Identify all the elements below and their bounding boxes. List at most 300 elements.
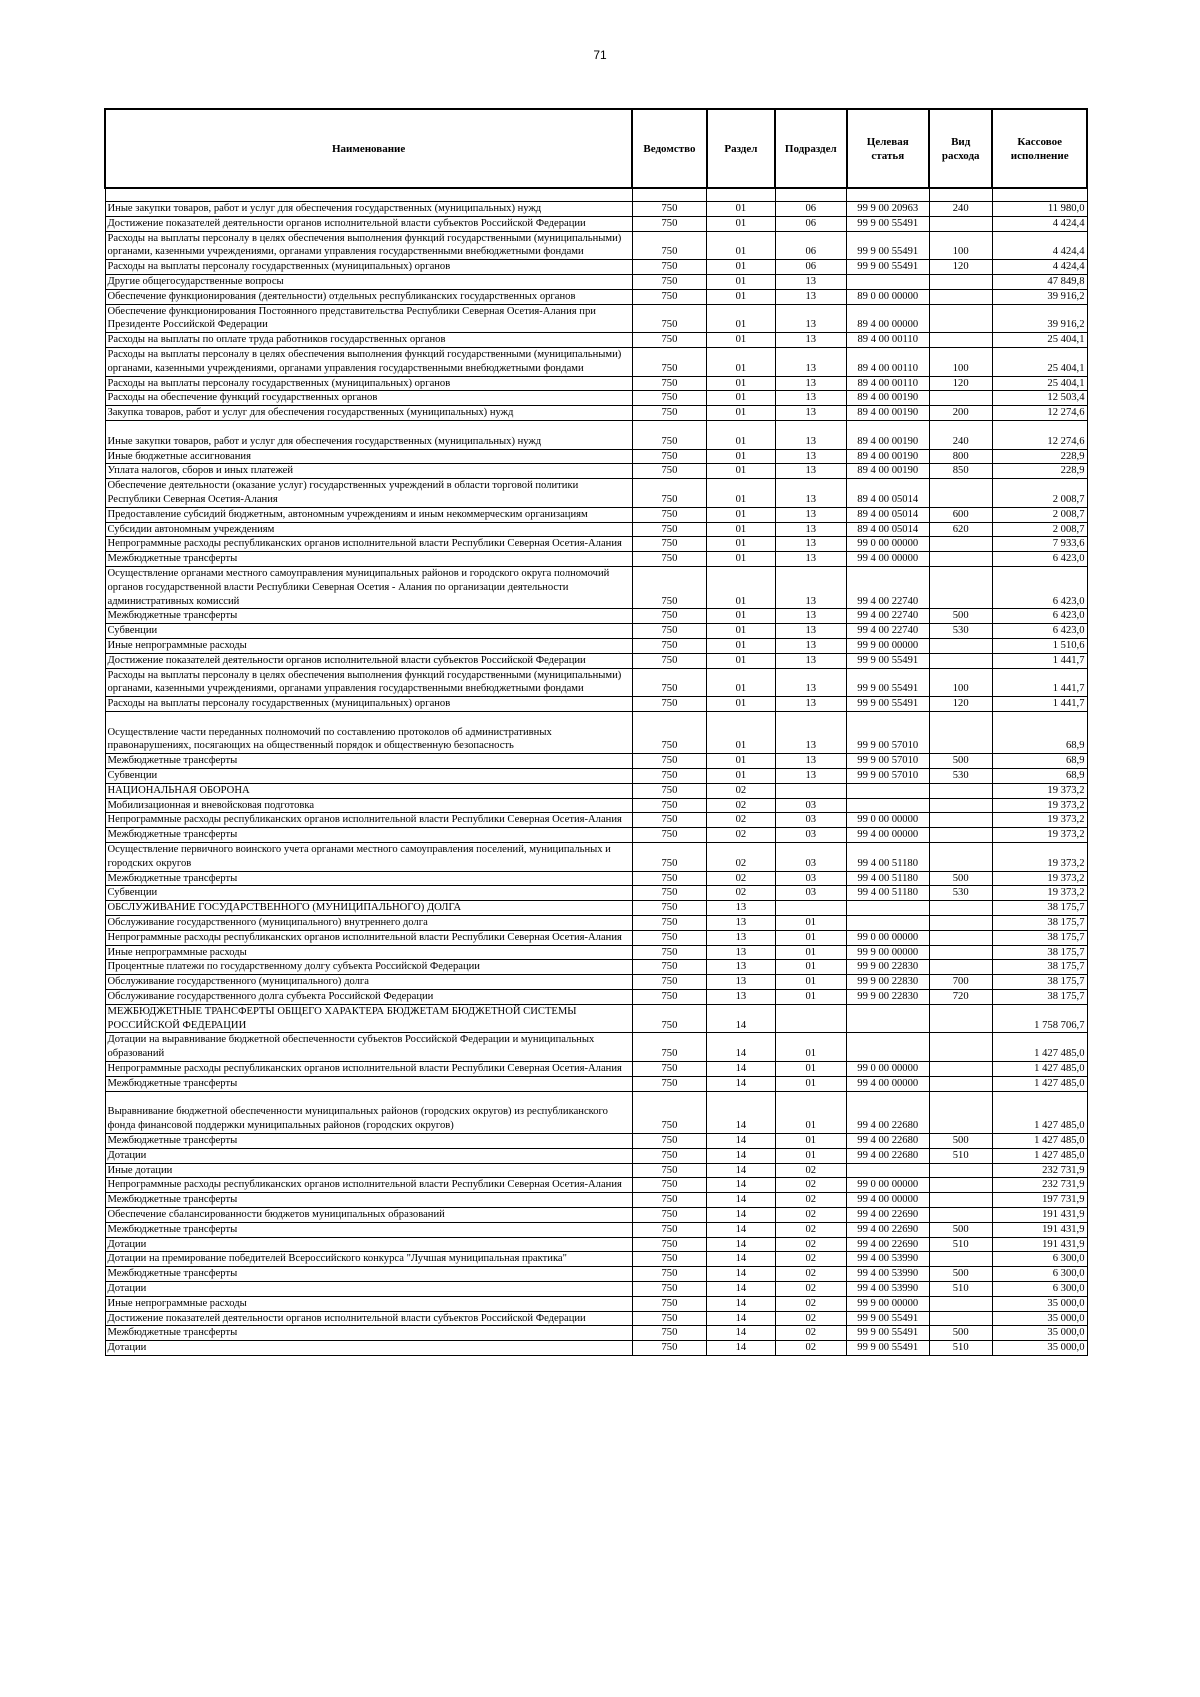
row-name: Иные дотации (105, 1163, 632, 1178)
row-cash-execution: 191 431,9 (992, 1237, 1087, 1252)
row-subsection: 13 (775, 711, 846, 753)
row-department: 750 (632, 798, 706, 813)
row-cash-execution: 1 427 485,0 (992, 1076, 1087, 1091)
row-subsection: 13 (775, 507, 846, 522)
table-body (105, 188, 1087, 1355)
row-subsection: 03 (775, 813, 846, 828)
table-row (105, 1281, 1087, 1296)
row-subsection: 13 (775, 754, 846, 769)
row-name: Расходы на выплаты персоналу государственных (муниципальных) органов (105, 376, 632, 391)
row-cash-execution: 38 175,7 (992, 930, 1087, 945)
row-department: 750 (632, 783, 706, 798)
row-section: 13 (707, 916, 775, 931)
row-department: 750 (632, 711, 706, 753)
row-target-item: 99 0 00 00000 (847, 1062, 930, 1077)
row-department: 750 (632, 231, 706, 260)
row-expense-type: 120 (929, 376, 992, 391)
row-expense-type (929, 711, 992, 753)
row-expense-type: 510 (929, 1237, 992, 1252)
row-name: Дотации (105, 1341, 632, 1356)
row-section: 01 (707, 566, 775, 608)
row-expense-type (929, 945, 992, 960)
row-department: 750 (632, 537, 706, 552)
row-name: НАЦИОНАЛЬНАЯ ОБОРОНА (105, 783, 632, 798)
row-expense-type: 100 (929, 347, 992, 376)
row-department: 750 (632, 347, 706, 376)
row-department: 750 (632, 202, 706, 217)
row-name: Дотации на премирование победителей Всероссийского конкурса "Лучшая муниципальная практика" (105, 1252, 632, 1267)
row-target-item: 99 4 00 53990 (847, 1252, 930, 1267)
table-row (105, 697, 1087, 712)
row-section: 01 (707, 304, 775, 333)
row-expense-type (929, 552, 992, 567)
row-department: 750 (632, 420, 706, 449)
row-section: 02 (707, 798, 775, 813)
row-section: 14 (707, 1341, 775, 1356)
row-cash-execution: 6 300,0 (992, 1267, 1087, 1282)
row-target-item (847, 798, 930, 813)
row-target-item: 89 4 00 00190 (847, 391, 930, 406)
row-section: 01 (707, 609, 775, 624)
row-subsection: 01 (775, 960, 846, 975)
table-row (105, 1134, 1087, 1149)
row-target-item: 89 4 00 00190 (847, 464, 930, 479)
row-expense-type (929, 289, 992, 304)
row-section: 13 (707, 945, 775, 960)
row-department: 750 (632, 566, 706, 608)
row-department: 750 (632, 843, 706, 872)
row-subsection: 13 (775, 697, 846, 712)
table-row (105, 376, 1087, 391)
row-name: Субвенции (105, 624, 632, 639)
row-subsection: 02 (775, 1222, 846, 1237)
row-target-item: 99 4 00 22680 (847, 1148, 930, 1163)
row-subsection: 13 (775, 668, 846, 697)
row-target-item: 99 0 00 00000 (847, 930, 930, 945)
row-expense-type (929, 653, 992, 668)
table-row (105, 609, 1087, 624)
row-expense-type: 530 (929, 769, 992, 784)
row-expense-type: 240 (929, 420, 992, 449)
row-name: Осуществление первичного воинского учета органами местного самоуправления поселений, муниципальных и городских округов (105, 843, 632, 872)
row-section: 01 (707, 406, 775, 421)
row-subsection: 13 (775, 289, 846, 304)
row-department: 750 (632, 624, 706, 639)
row-subsection: 13 (775, 537, 846, 552)
row-name: Межбюджетные трансферты (105, 552, 632, 567)
table-row (105, 930, 1087, 945)
row-subsection: 01 (775, 1076, 846, 1091)
row-department: 750 (632, 1311, 706, 1326)
row-target-item: 99 4 00 00000 (847, 828, 930, 843)
row-department: 750 (632, 1134, 706, 1149)
table-row (105, 449, 1087, 464)
row-name: Дотации на выравнивание бюджетной обеспеченности субъектов Российской Федерации и муниципальных образований (105, 1033, 632, 1062)
row-department: 750 (632, 552, 706, 567)
row-target-item: 99 4 00 00000 (847, 552, 930, 567)
row-department: 750 (632, 1267, 706, 1282)
row-expense-type (929, 1207, 992, 1222)
row-name: Обеспечение функционирования Постоянного представительства Республики Северная Осетия-Алания при Президенте Российской Федерации (105, 304, 632, 333)
row-name: Иные непрограммные расходы (105, 1296, 632, 1311)
table-row (105, 828, 1087, 843)
row-subsection (775, 901, 846, 916)
row-department: 750 (632, 886, 706, 901)
row-name: Расходы на выплаты персоналу в целях обеспечения выполнения функций государственными (муниципальными) органами, казенными учреждениями, органами управления государственными внебюджетными фондами (105, 668, 632, 697)
table-row (105, 420, 1087, 449)
row-target-item: 99 9 00 00000 (847, 1296, 930, 1311)
row-cash-execution: 19 373,2 (992, 828, 1087, 843)
row-section: 01 (707, 697, 775, 712)
row-section: 13 (707, 930, 775, 945)
row-cash-execution: 1 427 485,0 (992, 1033, 1087, 1062)
row-target-item: 99 9 00 55491 (847, 260, 930, 275)
row-name: Межбюджетные трансферты (105, 1267, 632, 1282)
table-row (105, 231, 1087, 260)
header-target-item: Целевая статья (847, 109, 930, 188)
row-expense-type: 510 (929, 1341, 992, 1356)
row-cash-execution: 19 373,2 (992, 813, 1087, 828)
row-name: Субсидии автономным учреждениям (105, 522, 632, 537)
row-subsection: 02 (775, 1281, 846, 1296)
row-name: Закупка товаров, работ и услуг для обеспечения государственных (муниципальных) нужд (105, 406, 632, 421)
row-expense-type (929, 1004, 992, 1033)
row-target-item: 99 4 00 22680 (847, 1134, 930, 1149)
row-subsection: 06 (775, 260, 846, 275)
row-expense-type (929, 828, 992, 843)
table-row (105, 304, 1087, 333)
table-row (105, 886, 1087, 901)
row-subsection: 02 (775, 1207, 846, 1222)
row-name: Межбюджетные трансферты (105, 1193, 632, 1208)
row-expense-type (929, 798, 992, 813)
table-row (105, 871, 1087, 886)
row-expense-type (929, 916, 992, 931)
row-department: 750 (632, 930, 706, 945)
row-cash-execution: 25 404,1 (992, 347, 1087, 376)
row-department: 750 (632, 697, 706, 712)
table-row (105, 289, 1087, 304)
row-section: 14 (707, 1163, 775, 1178)
row-cash-execution: 35 000,0 (992, 1311, 1087, 1326)
row-subsection: 13 (775, 274, 846, 289)
table-row (105, 1222, 1087, 1237)
row-name: Межбюджетные трансферты (105, 1134, 632, 1149)
table-row (105, 274, 1087, 289)
row-department: 750 (632, 1033, 706, 1062)
row-section: 02 (707, 828, 775, 843)
row-section: 02 (707, 871, 775, 886)
row-section: 14 (707, 1062, 775, 1077)
row-target-item: 99 0 00 00000 (847, 537, 930, 552)
row-expense-type (929, 1033, 992, 1062)
row-section: 01 (707, 668, 775, 697)
table-row (105, 1296, 1087, 1311)
row-expense-type (929, 1252, 992, 1267)
row-name: Расходы на выплаты по оплате труда работников государственных органов (105, 333, 632, 348)
row-name: Иные бюджетные ассигнования (105, 449, 632, 464)
row-expense-type (929, 901, 992, 916)
row-name: Достижение показателей деятельности органов исполнительной власти субъектов Российской Федерации (105, 653, 632, 668)
row-expense-type: 620 (929, 522, 992, 537)
row-subsection: 13 (775, 638, 846, 653)
table-header (105, 109, 1087, 188)
row-target-item: 99 9 00 55491 (847, 697, 930, 712)
row-subsection: 13 (775, 391, 846, 406)
row-cash-execution: 12 274,6 (992, 420, 1087, 449)
row-expense-type: 100 (929, 231, 992, 260)
row-cash-execution: 7 933,6 (992, 537, 1087, 552)
row-department: 750 (632, 260, 706, 275)
row-target-item: 89 4 00 00190 (847, 449, 930, 464)
row-section: 01 (707, 754, 775, 769)
row-subsection: 13 (775, 464, 846, 479)
row-subsection: 02 (775, 1296, 846, 1311)
row-expense-type (929, 843, 992, 872)
row-department: 750 (632, 813, 706, 828)
row-target-item: 99 9 00 22830 (847, 990, 930, 1005)
table-row (105, 960, 1087, 975)
row-section: 01 (707, 391, 775, 406)
row-expense-type (929, 813, 992, 828)
row-cash-execution: 38 175,7 (992, 916, 1087, 931)
row-section: 13 (707, 960, 775, 975)
row-subsection: 06 (775, 216, 846, 231)
row-expense-type (929, 930, 992, 945)
row-expense-type: 700 (929, 975, 992, 990)
row-name: Обслуживание государственного (муниципального) долга (105, 975, 632, 990)
row-section: 01 (707, 638, 775, 653)
row-expense-type (929, 1091, 992, 1133)
row-department: 750 (632, 1237, 706, 1252)
row-target-item: 89 4 00 00110 (847, 376, 930, 391)
row-department: 750 (632, 1062, 706, 1077)
row-expense-type (929, 216, 992, 231)
row-subsection: 03 (775, 843, 846, 872)
row-name: Межбюджетные трансферты (105, 1076, 632, 1091)
row-subsection: 01 (775, 930, 846, 945)
row-subsection: 01 (775, 945, 846, 960)
row-target-item: 99 4 00 53990 (847, 1267, 930, 1282)
row-department: 750 (632, 376, 706, 391)
table-row (105, 1267, 1087, 1282)
row-subsection: 01 (775, 1091, 846, 1133)
row-cash-execution: 1 441,7 (992, 668, 1087, 697)
row-subsection: 13 (775, 566, 846, 608)
row-department: 750 (632, 1207, 706, 1222)
header-spacer-row (105, 188, 1087, 202)
row-target-item: 99 9 00 57010 (847, 769, 930, 784)
row-target-item: 89 0 00 00000 (847, 289, 930, 304)
row-cash-execution: 1 427 485,0 (992, 1134, 1087, 1149)
row-section: 01 (707, 522, 775, 537)
row-expense-type: 500 (929, 609, 992, 624)
row-expense-type: 850 (929, 464, 992, 479)
row-section: 01 (707, 202, 775, 217)
row-section: 02 (707, 843, 775, 872)
row-target-item: 99 9 00 55491 (847, 1341, 930, 1356)
row-target-item: 99 9 00 55491 (847, 1326, 930, 1341)
row-department: 750 (632, 1326, 706, 1341)
row-department: 750 (632, 769, 706, 784)
header-cash-execution: Кассовое исполнение (992, 109, 1087, 188)
row-name: Межбюджетные трансферты (105, 754, 632, 769)
row-department: 750 (632, 1178, 706, 1193)
row-section: 01 (707, 289, 775, 304)
row-expense-type: 120 (929, 697, 992, 712)
row-expense-type (929, 479, 992, 508)
row-section: 14 (707, 1076, 775, 1091)
table-row (105, 1326, 1087, 1341)
row-cash-execution: 68,9 (992, 769, 1087, 784)
row-target-item (847, 916, 930, 931)
row-subsection: 01 (775, 1062, 846, 1077)
row-cash-execution: 1 441,7 (992, 653, 1087, 668)
row-cash-execution: 35 000,0 (992, 1296, 1087, 1311)
row-expense-type: 120 (929, 260, 992, 275)
row-target-item: 99 9 00 00000 (847, 638, 930, 653)
table-row (105, 347, 1087, 376)
row-target-item (847, 1033, 930, 1062)
row-expense-type: 510 (929, 1281, 992, 1296)
row-section: 01 (707, 333, 775, 348)
row-section: 02 (707, 813, 775, 828)
table-row (105, 783, 1087, 798)
row-target-item: 99 4 00 22690 (847, 1207, 930, 1222)
row-target-item: 99 9 00 22830 (847, 960, 930, 975)
row-subsection: 13 (775, 376, 846, 391)
row-name: Осуществление части переданных полномочий по составлению протоколов об административных правонарушениях, посягающих на общественный порядок и общественную безопасность (105, 711, 632, 753)
row-section: 01 (707, 216, 775, 231)
row-target-item: 99 9 00 55491 (847, 1311, 930, 1326)
row-target-item: 99 9 00 57010 (847, 711, 930, 753)
row-expense-type: 530 (929, 886, 992, 901)
row-expense-type: 200 (929, 406, 992, 421)
row-department: 750 (632, 391, 706, 406)
row-expense-type (929, 1311, 992, 1326)
row-subsection: 13 (775, 420, 846, 449)
row-expense-type (929, 566, 992, 608)
table-row (105, 479, 1087, 508)
row-target-item (847, 1163, 930, 1178)
row-name: Предоставление субсидий бюджетным, автономным учреждениям и иным некоммерческим организациям (105, 507, 632, 522)
row-department: 750 (632, 464, 706, 479)
row-subsection: 01 (775, 975, 846, 990)
row-department: 750 (632, 871, 706, 886)
table-row (105, 1311, 1087, 1326)
row-subsection: 13 (775, 479, 846, 508)
header-section: Раздел (707, 109, 775, 188)
row-department: 750 (632, 960, 706, 975)
row-target-item: 99 9 00 55491 (847, 231, 930, 260)
row-expense-type (929, 638, 992, 653)
row-department: 750 (632, 333, 706, 348)
row-target-item: 99 9 00 20963 (847, 202, 930, 217)
row-target-item: 99 4 00 22740 (847, 624, 930, 639)
row-target-item: 99 9 00 55491 (847, 668, 930, 697)
row-subsection: 02 (775, 1163, 846, 1178)
row-cash-execution: 35 000,0 (992, 1341, 1087, 1356)
row-department: 750 (632, 1252, 706, 1267)
row-section: 13 (707, 975, 775, 990)
row-section: 14 (707, 1267, 775, 1282)
row-cash-execution: 191 431,9 (992, 1222, 1087, 1237)
row-target-item: 99 4 00 22680 (847, 1091, 930, 1133)
row-name: Достижение показателей деятельности органов исполнительной власти субъектов Российской Федерации (105, 1311, 632, 1326)
row-department: 750 (632, 1222, 706, 1237)
row-section: 01 (707, 552, 775, 567)
row-subsection: 03 (775, 798, 846, 813)
row-cash-execution: 6 423,0 (992, 624, 1087, 639)
row-name: Непрограммные расходы республиканских органов исполнительной власти Республики Северная Осетия-Алания (105, 930, 632, 945)
row-subsection: 13 (775, 552, 846, 567)
row-section: 01 (707, 464, 775, 479)
row-section: 01 (707, 420, 775, 449)
row-expense-type: 510 (929, 1148, 992, 1163)
table-row (105, 1163, 1087, 1178)
row-section: 14 (707, 1178, 775, 1193)
row-department: 750 (632, 754, 706, 769)
table-row (105, 975, 1087, 990)
row-expense-type: 500 (929, 1134, 992, 1149)
row-expense-type (929, 1163, 992, 1178)
row-department: 750 (632, 916, 706, 931)
row-cash-execution: 38 175,7 (992, 975, 1087, 990)
row-section: 14 (707, 1004, 775, 1033)
row-cash-execution: 25 404,1 (992, 376, 1087, 391)
row-subsection: 13 (775, 333, 846, 348)
table-row (105, 260, 1087, 275)
table-row (105, 1076, 1087, 1091)
row-section: 14 (707, 1207, 775, 1222)
row-name: Обслуживание государственного долга субъекта Российской Федерации (105, 990, 632, 1005)
row-section: 01 (707, 231, 775, 260)
row-target-item: 99 4 00 22740 (847, 566, 930, 608)
row-cash-execution: 228,9 (992, 464, 1087, 479)
row-department: 750 (632, 1193, 706, 1208)
row-name: Межбюджетные трансферты (105, 871, 632, 886)
row-subsection: 13 (775, 653, 846, 668)
row-department: 750 (632, 653, 706, 668)
row-cash-execution: 6 423,0 (992, 609, 1087, 624)
row-department: 750 (632, 990, 706, 1005)
row-expense-type (929, 1296, 992, 1311)
row-name: Межбюджетные трансферты (105, 1326, 632, 1341)
row-target-item: 89 4 00 00110 (847, 333, 930, 348)
row-subsection: 13 (775, 449, 846, 464)
row-section: 13 (707, 990, 775, 1005)
row-target-item (847, 783, 930, 798)
row-expense-type (929, 1062, 992, 1077)
row-name: Мобилизационная и вневойсковая подготовка (105, 798, 632, 813)
table-row (105, 668, 1087, 697)
row-cash-execution: 232 731,9 (992, 1178, 1087, 1193)
row-expense-type: 240 (929, 202, 992, 217)
row-subsection: 13 (775, 304, 846, 333)
row-name: Обеспечение сбалансированности бюджетов муниципальных образований (105, 1207, 632, 1222)
row-cash-execution: 68,9 (992, 754, 1087, 769)
row-section: 01 (707, 376, 775, 391)
row-cash-execution: 197 731,9 (992, 1193, 1087, 1208)
row-department: 750 (632, 216, 706, 231)
row-subsection (775, 1004, 846, 1033)
row-subsection (775, 783, 846, 798)
table-row (105, 769, 1087, 784)
row-target-item: 99 9 00 22830 (847, 975, 930, 990)
row-expense-type: 500 (929, 1267, 992, 1282)
row-department: 750 (632, 945, 706, 960)
table-row (105, 1178, 1087, 1193)
